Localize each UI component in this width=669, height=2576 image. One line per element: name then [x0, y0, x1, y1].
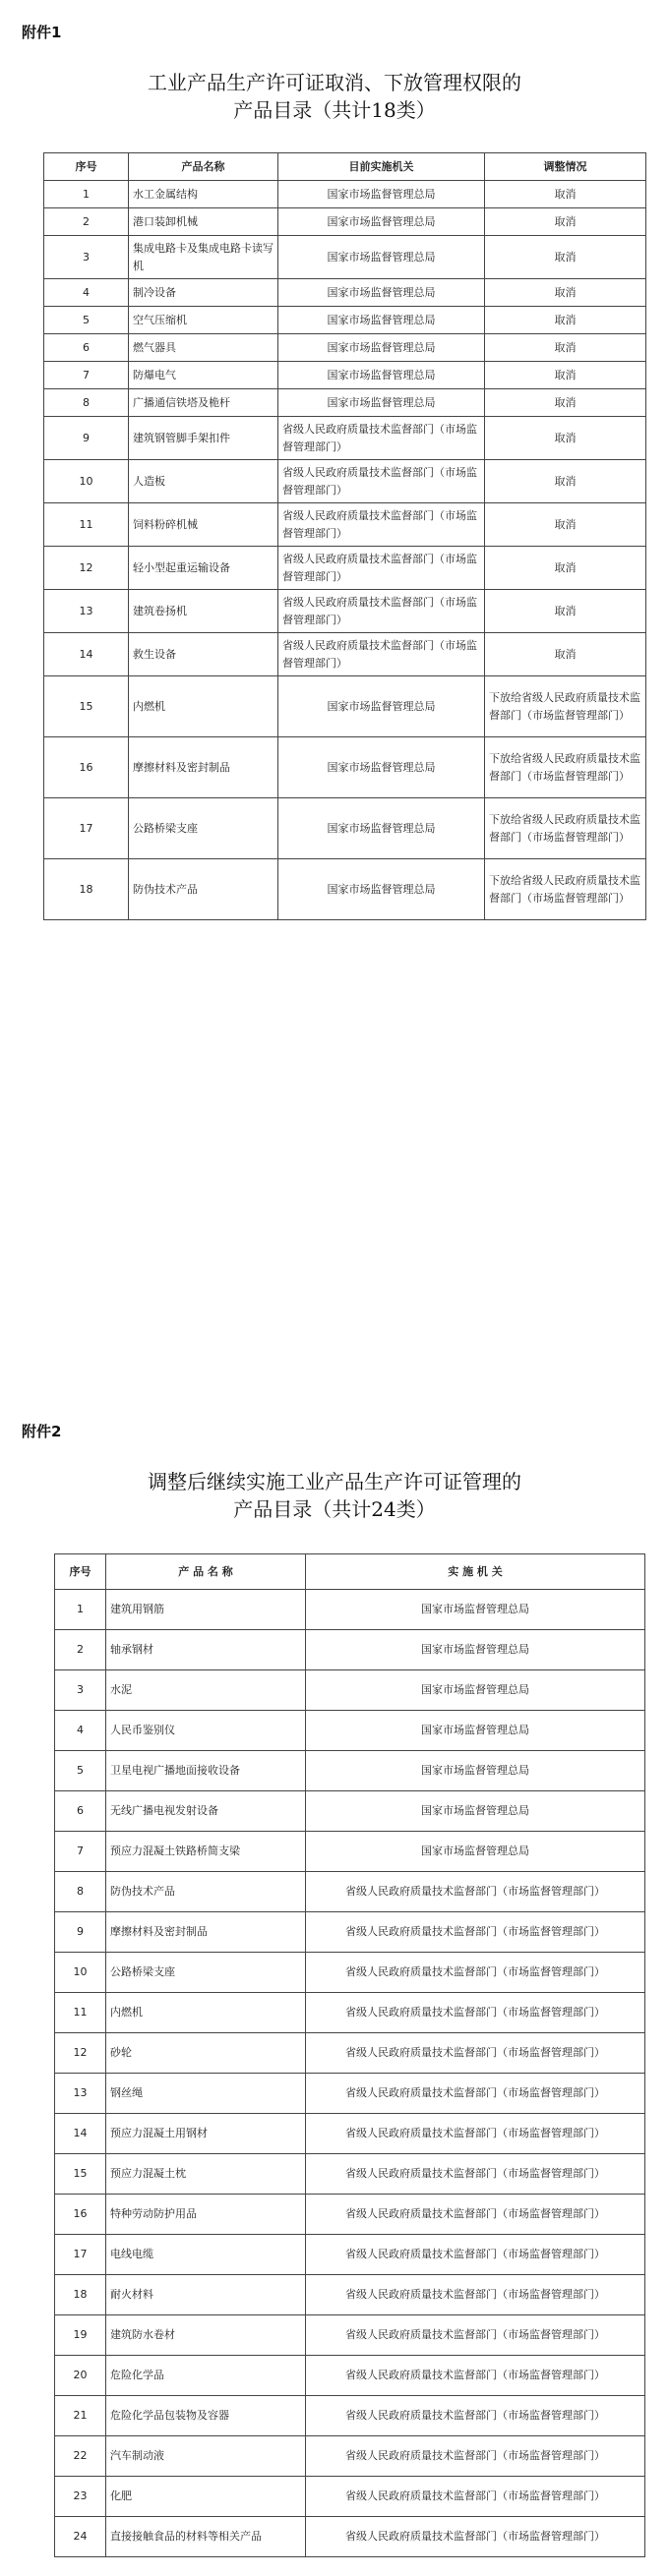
agency-cell: 省级人民政府质量技术监督部门（市场监督管理部门）	[306, 2436, 645, 2477]
product-name-cell: 集成电路卡及集成电路卡读写机	[129, 236, 278, 279]
agency-cell: 省级人民政府质量技术监督部门（市场监督管理部门）	[306, 1953, 645, 1993]
product-name-cell: 广播通信铁塔及桅杆	[129, 389, 278, 417]
product-name-cell: 摩擦材料及密封制品	[106, 1912, 306, 1953]
adjustment-cell: 取消	[485, 236, 646, 279]
table-row	[55, 2114, 645, 2154]
product-name-cell: 制冷设备	[129, 279, 278, 307]
agency-cell: 国家市场监督管理总局	[278, 737, 485, 798]
product-name-cell: 卫星电视广播地面接收设备	[106, 1751, 306, 1791]
table-row	[55, 2235, 645, 2275]
agency-cell: 国家市场监督管理总局	[306, 1630, 645, 1670]
table-row	[55, 1832, 645, 1872]
agency-cell: 省级人民政府质量技术监督部门（市场监督管理部门）	[306, 1993, 645, 2033]
row-number-cell: 2	[44, 208, 129, 236]
header-adjustment: 调整情况	[485, 153, 646, 181]
row-number-cell: 18	[55, 2275, 106, 2315]
table-row	[55, 1751, 645, 1791]
table-row	[44, 460, 646, 503]
product-name-cell: 公路桥梁支座	[106, 1953, 306, 1993]
product-name-cell: 水泥	[106, 1670, 306, 1711]
table-row	[55, 2356, 645, 2396]
annex1-table	[43, 152, 646, 920]
header-current-agency: 目前实施机关	[278, 153, 485, 181]
agency-cell: 国家市场监督管理总局	[278, 798, 485, 859]
agency-cell: 国家市场监督管理总局	[278, 334, 485, 362]
table-row	[55, 1791, 645, 1832]
product-name-cell: 化肥	[106, 2477, 306, 2517]
agency-cell: 国家市场监督管理总局	[278, 676, 485, 737]
table-row	[55, 2154, 645, 2195]
table-row	[44, 362, 646, 389]
agency-cell: 国家市场监督管理总局	[306, 1832, 645, 1872]
row-number-cell: 11	[44, 503, 129, 547]
header-product-name: 产 品 名 称	[106, 1554, 306, 1590]
agency-cell: 省级人民政府质量技术监督部门（市场监督管理部门）	[306, 2315, 645, 2356]
table-row	[44, 798, 646, 859]
row-number-cell: 21	[55, 2396, 106, 2436]
product-name-cell: 建筑卷扬机	[129, 590, 278, 633]
adjustment-cell: 下放给省级人民政府质量技术监督部门（市场监督管理部门）	[485, 676, 646, 737]
annex2-table-body	[55, 1590, 645, 2557]
adjustment-cell: 取消	[485, 503, 646, 547]
agency-cell: 省级人民政府质量技术监督部门（市场监督管理部门）	[306, 2396, 645, 2436]
table-row	[55, 2436, 645, 2477]
row-number-cell: 12	[55, 2033, 106, 2074]
product-name-cell: 轻小型起重运输设备	[129, 547, 278, 590]
row-number-cell: 8	[44, 389, 129, 417]
agency-cell: 国家市场监督管理总局	[278, 859, 485, 920]
annex1-title	[0, 69, 669, 124]
agency-cell: 国家市场监督管理总局	[278, 236, 485, 279]
agency-cell: 国家市场监督管理总局	[278, 389, 485, 417]
table-row	[55, 1872, 645, 1912]
product-name-cell: 防伪技术产品	[106, 1872, 306, 1912]
agency-cell: 省级人民政府质量技术监督部门（市场监督管理部门）	[306, 2477, 645, 2517]
row-number-cell: 23	[55, 2477, 106, 2517]
row-number-cell: 8	[55, 1872, 106, 1912]
annex1-title-line2: 产品目录（共计18类）	[233, 98, 436, 122]
row-number-cell: 5	[44, 307, 129, 334]
agency-cell: 省级人民政府质量技术监督部门（市场监督管理部门）	[278, 590, 485, 633]
product-name-cell: 轴承钢材	[106, 1630, 306, 1670]
agency-cell: 省级人民政府质量技术监督部门（市场监督管理部门）	[306, 2154, 645, 2195]
row-number-cell: 16	[55, 2195, 106, 2235]
agency-cell: 省级人民政府质量技术监督部门（市场监督管理部门）	[306, 2275, 645, 2315]
table-row	[55, 1912, 645, 1953]
product-name-cell: 港口装卸机械	[129, 208, 278, 236]
adjustment-cell: 下放给省级人民政府质量技术监督部门（市场监督管理部门）	[485, 798, 646, 859]
row-number-cell: 10	[44, 460, 129, 503]
row-number-cell: 10	[55, 1953, 106, 1993]
product-name-cell: 预应力混凝土用钢材	[106, 2114, 306, 2154]
table-row	[55, 1953, 645, 1993]
table-row	[55, 1630, 645, 1670]
table-row	[44, 676, 646, 737]
table-row	[44, 859, 646, 920]
table-row	[44, 334, 646, 362]
annex1-table-body	[44, 181, 646, 920]
product-name-cell: 电线电缆	[106, 2235, 306, 2275]
agency-cell: 国家市场监督管理总局	[306, 1791, 645, 1832]
product-name-cell: 无线广播电视发射设备	[106, 1791, 306, 1832]
row-number-cell: 4	[44, 279, 129, 307]
agency-cell: 省级人民政府质量技术监督部门（市场监督管理部门）	[306, 2195, 645, 2235]
adjustment-cell: 取消	[485, 389, 646, 417]
product-name-cell: 内燃机	[129, 676, 278, 737]
product-name-cell: 危险化学品包装物及容器	[106, 2396, 306, 2436]
adjustment-cell: 取消	[485, 460, 646, 503]
annex1-title-line1: 工业产品生产许可证取消、下放管理权限的	[148, 71, 521, 94]
product-name-cell: 直接接触食品的材料等相关产品	[106, 2517, 306, 2557]
product-name-cell: 建筑钢管脚手架扣件	[129, 417, 278, 460]
product-name-cell: 钢丝绳	[106, 2074, 306, 2114]
product-name-cell: 摩擦材料及密封制品	[129, 737, 278, 798]
annex2-header-row	[55, 1554, 645, 1590]
table-row	[44, 307, 646, 334]
row-number-cell: 15	[44, 676, 129, 737]
adjustment-cell: 取消	[485, 334, 646, 362]
agency-cell: 国家市场监督管理总局	[278, 279, 485, 307]
agency-cell: 省级人民政府质量技术监督部门（市场监督管理部门）	[306, 2033, 645, 2074]
row-number-cell: 13	[44, 590, 129, 633]
header-product-name: 产品名称	[129, 153, 278, 181]
agency-cell: 国家市场监督管理总局	[306, 1711, 645, 1751]
product-name-cell: 预应力混凝土枕	[106, 2154, 306, 2195]
agency-cell: 省级人民政府质量技术监督部门（市场监督管理部门）	[278, 503, 485, 547]
row-number-cell: 6	[55, 1791, 106, 1832]
table-row	[55, 2477, 645, 2517]
adjustment-cell: 取消	[485, 633, 646, 676]
product-name-cell: 空气压缩机	[129, 307, 278, 334]
annex1-header-row	[44, 153, 646, 181]
table-row	[44, 236, 646, 279]
row-number-cell: 22	[55, 2436, 106, 2477]
row-number-cell: 9	[55, 1912, 106, 1953]
agency-cell: 省级人民政府质量技术监督部门（市场监督管理部门）	[306, 2356, 645, 2396]
agency-cell: 省级人民政府质量技术监督部门（市场监督管理部门）	[306, 2517, 645, 2557]
product-name-cell: 建筑用钢筋	[106, 1590, 306, 1630]
table-row	[44, 279, 646, 307]
table-row	[55, 2275, 645, 2315]
table-row	[55, 2033, 645, 2074]
agency-cell: 省级人民政府质量技术监督部门（市场监督管理部门）	[306, 1872, 645, 1912]
product-name-cell: 防爆电气	[129, 362, 278, 389]
adjustment-cell: 取消	[485, 590, 646, 633]
adjustment-cell: 取消	[485, 208, 646, 236]
product-name-cell: 建筑防水卷材	[106, 2315, 306, 2356]
row-number-cell: 1	[44, 181, 129, 208]
product-name-cell: 公路桥梁支座	[129, 798, 278, 859]
adjustment-cell: 取消	[485, 417, 646, 460]
row-number-cell: 20	[55, 2356, 106, 2396]
product-name-cell: 人民币鉴别仪	[106, 1711, 306, 1751]
table-row	[44, 208, 646, 236]
annex1-label: 附件1	[22, 24, 62, 41]
row-number-cell: 5	[55, 1751, 106, 1791]
table-row	[44, 181, 646, 208]
product-name-cell: 预应力混凝土铁路桥简支梁	[106, 1832, 306, 1872]
adjustment-cell: 取消	[485, 362, 646, 389]
table-row	[55, 1670, 645, 1711]
annex2-title	[0, 1468, 669, 1523]
annex2-title-line1: 调整后继续实施工业产品生产许可证管理的	[148, 1470, 521, 1493]
table-row	[44, 389, 646, 417]
row-number-cell: 14	[44, 633, 129, 676]
annex2-title-line2: 产品目录（共计24类）	[233, 1497, 436, 1521]
row-number-cell: 17	[44, 798, 129, 859]
adjustment-cell: 取消	[485, 547, 646, 590]
row-number-cell: 18	[44, 859, 129, 920]
table-row	[55, 2074, 645, 2114]
table-row	[55, 2195, 645, 2235]
agency-cell: 国家市场监督管理总局	[278, 362, 485, 389]
row-number-cell: 7	[44, 362, 129, 389]
agency-cell: 省级人民政府质量技术监督部门（市场监督管理部门）	[306, 1912, 645, 1953]
agency-cell: 省级人民政府质量技术监督部门（市场监督管理部门）	[306, 2114, 645, 2154]
row-number-cell: 19	[55, 2315, 106, 2356]
agency-cell: 省级人民政府质量技术监督部门（市场监督管理部门）	[306, 2074, 645, 2114]
table-row	[55, 2396, 645, 2436]
table-row	[44, 503, 646, 547]
table-row	[55, 2315, 645, 2356]
product-name-cell: 汽车制动液	[106, 2436, 306, 2477]
row-number-cell: 16	[44, 737, 129, 798]
product-name-cell: 燃气器具	[129, 334, 278, 362]
table-row	[55, 1993, 645, 2033]
table-row	[44, 737, 646, 798]
agency-cell: 国家市场监督管理总局	[278, 307, 485, 334]
annex2-table	[54, 1553, 645, 2557]
row-number-cell: 4	[55, 1711, 106, 1751]
row-number-cell: 6	[44, 334, 129, 362]
product-name-cell: 危险化学品	[106, 2356, 306, 2396]
product-name-cell: 特种劳动防护用品	[106, 2195, 306, 2235]
row-number-cell: 24	[55, 2517, 106, 2557]
agency-cell: 省级人民政府质量技术监督部门（市场监督管理部门）	[278, 633, 485, 676]
product-name-cell: 内燃机	[106, 1993, 306, 2033]
table-row	[44, 547, 646, 590]
table-row	[44, 590, 646, 633]
row-number-cell: 14	[55, 2114, 106, 2154]
table-row	[55, 1711, 645, 1751]
product-name-cell: 砂轮	[106, 2033, 306, 2074]
annex2-label: 附件2	[22, 1423, 62, 1440]
agency-cell: 省级人民政府质量技术监督部门（市场监督管理部门）	[278, 547, 485, 590]
agency-cell: 国家市场监督管理总局	[306, 1751, 645, 1791]
agency-cell: 省级人民政府质量技术监督部门（市场监督管理部门）	[278, 417, 485, 460]
product-name-cell: 救生设备	[129, 633, 278, 676]
header-agency: 实 施 机 关	[306, 1554, 645, 1590]
row-number-cell: 9	[44, 417, 129, 460]
product-name-cell: 饲料粉碎机械	[129, 503, 278, 547]
table-row	[55, 2517, 645, 2557]
agency-cell: 国家市场监督管理总局	[306, 1590, 645, 1630]
row-number-cell: 17	[55, 2235, 106, 2275]
table-row	[44, 633, 646, 676]
row-number-cell: 2	[55, 1630, 106, 1670]
adjustment-cell: 取消	[485, 279, 646, 307]
header-no: 序号	[55, 1554, 106, 1590]
row-number-cell: 1	[55, 1590, 106, 1630]
agency-cell: 省级人民政府质量技术监督部门（市场监督管理部门）	[306, 2235, 645, 2275]
product-name-cell: 防伪技术产品	[129, 859, 278, 920]
row-number-cell: 3	[44, 236, 129, 279]
adjustment-cell: 取消	[485, 307, 646, 334]
agency-cell: 省级人民政府质量技术监督部门（市场监督管理部门）	[278, 460, 485, 503]
row-number-cell: 15	[55, 2154, 106, 2195]
row-number-cell: 7	[55, 1832, 106, 1872]
product-name-cell: 人造板	[129, 460, 278, 503]
adjustment-cell: 取消	[485, 181, 646, 208]
adjustment-cell: 下放给省级人民政府质量技术监督部门（市场监督管理部门）	[485, 737, 646, 798]
product-name-cell: 耐火材料	[106, 2275, 306, 2315]
row-number-cell: 3	[55, 1670, 106, 1711]
agency-cell: 国家市场监督管理总局	[306, 1670, 645, 1711]
agency-cell: 国家市场监督管理总局	[278, 208, 485, 236]
product-name-cell: 水工金属结构	[129, 181, 278, 208]
agency-cell: 国家市场监督管理总局	[278, 181, 485, 208]
header-no: 序号	[44, 153, 129, 181]
table-row	[44, 417, 646, 460]
row-number-cell: 13	[55, 2074, 106, 2114]
table-row	[55, 1590, 645, 1630]
row-number-cell: 12	[44, 547, 129, 590]
adjustment-cell: 下放给省级人民政府质量技术监督部门（市场监督管理部门）	[485, 859, 646, 920]
row-number-cell: 11	[55, 1993, 106, 2033]
